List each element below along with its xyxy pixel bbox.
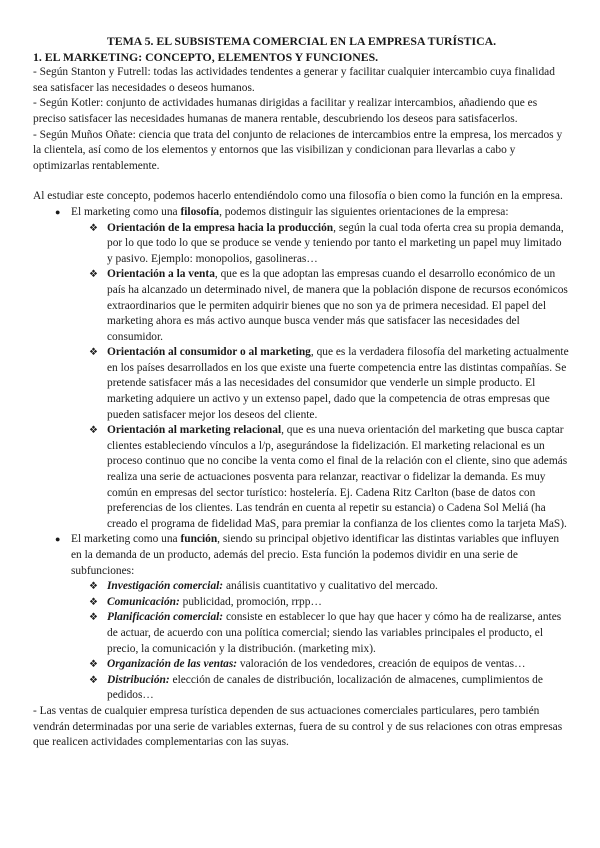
funcion-pre: El marketing como una — [71, 533, 181, 546]
list-item — [89, 345, 570, 423]
list-item-filosofia — [33, 205, 570, 532]
diamond-bullet-icon: ❖ — [89, 347, 98, 359]
item-heading: Comunicación: — [107, 595, 180, 608]
diamond-bullet-icon: ❖ — [89, 612, 98, 624]
diamond-bullet-icon: ❖ — [89, 222, 98, 234]
funcion-sublist — [71, 579, 570, 704]
bullet-dot-icon: ● — [55, 206, 61, 217]
intro-paragraph: Al estudiar este concepto, podemos hacerlo entendiéndolo como una filosofía o bien como la función en la empresa. — [33, 190, 563, 203]
section-heading: 1. EL MARKETING: CONCEPTO, ELEMENTOS Y FUNCIONES. — [33, 49, 379, 64]
bullet-dot-icon: ● — [55, 534, 61, 545]
item-heading: Distribución: — [107, 673, 170, 686]
item-heading: Orientación al marketing relacional — [107, 424, 282, 437]
list-item — [89, 267, 570, 345]
list-item — [89, 423, 570, 532]
item-heading: Investigación comercial: — [107, 580, 224, 593]
item-heading: Organización de las ventas: — [107, 658, 238, 671]
list-item — [89, 579, 570, 595]
funcion-bold: función — [180, 533, 218, 546]
item-text: publicidad, promoción, rrpp… — [179, 595, 322, 608]
definition-kotler: - Según Kotler: conjunto de actividades humanas dirigidas a facilitar y realizar intercambios, añadiendo que es preciso satisfacer las necesidades humanas de manera rentable, descubriendo los deseos para satisfacerlos. — [33, 97, 538, 125]
diamond-bullet-icon: ❖ — [89, 596, 98, 608]
diamond-bullet-icon: ❖ — [89, 674, 98, 686]
list-item — [89, 673, 570, 704]
item-text: valoración de los vendedores, creación de equipos de ventas… — [237, 658, 526, 671]
diamond-bullet-icon: ❖ — [89, 581, 98, 593]
list-item-funcion — [33, 532, 570, 704]
item-text: elección de canales de distribución, localización de almacenes, cumplimientos de pedidos… — [107, 673, 543, 702]
list-item — [89, 657, 570, 673]
item-heading: Orientación al consumidor o al marketing — [107, 346, 311, 359]
list-item — [89, 595, 570, 611]
diamond-bullet-icon: ❖ — [89, 659, 98, 671]
main-bullet-list — [33, 205, 570, 704]
filosofia-post: , podemos distinguir las siguientes orientaciones de la empresa: — [219, 205, 509, 218]
funcion-post: , siendo su principal objetivo identificar las distintas variables que influyen en la demanda de un producto, además del precio. Esta función la podemos dividir en una serie de subfunciones: — [71, 533, 560, 577]
filosofia-bold: filosofía — [180, 205, 220, 218]
item-text: consiste en establecer lo que hay que hacer y cómo ha de realizarse, antes de actuar, de acuerdo con una política comercial; siendo las variables principales el producto, el precio, la comunicación y la distribución. (marketing mix). — [107, 611, 562, 655]
item-heading: Orientación a la venta — [107, 268, 215, 281]
item-heading: Orientación de la empresa hacia la producción — [107, 221, 334, 234]
item-text: análisis cuantitativo y cualitativo del mercado. — [223, 580, 438, 593]
filosofia-sublist — [71, 221, 570, 533]
definition-munos: - Según Muños Oñate: ciencia que trata del conjunto de relaciones de intercambios entre la empresa, los mercados y la clientela, así como de los elementos y entornos que las visibilizan y condicionan para llevarlas a cabo y optimizarlas rentablemente. — [33, 128, 563, 172]
diamond-bullet-icon: ❖ — [89, 425, 98, 437]
document-title: TEMA 5. EL SUBSISTEMA COMERCIAL EN LA EMPRESA TURÍSTICA. — [106, 34, 497, 48]
list-item — [89, 221, 570, 268]
filosofia-pre: El marketing como una — [71, 205, 181, 218]
item-heading: Planificación comercial: — [107, 611, 224, 624]
diamond-bullet-icon: ❖ — [89, 269, 98, 281]
definition-stanton: - Según Stanton y Futrell: todas las actividades tendentes a generar y facilitar cualquier intercambio cuya finalidad sea satisfacer las necesidades o deseos humanos. — [33, 66, 555, 94]
item-text: , que es la que adoptan las empresas cuando el desarrollo económico de un país ha alcanzado un determinado nivel, de manera que la población dispone de recursos económicos extraordinarios que le permiten adquirir bienes que no son ya de primera necesidad. El papel del marketing ahora es más activo aunque busca vender más que satisfacer las necesidades del consumidor. — [107, 268, 568, 343]
closing-paragraph: - Las ventas de cualquier empresa turística dependen de sus actuaciones comerciales particulares, pero también vendrán determinadas por una serie de variables externas, fuera de su control y de sus relaciones con otras empresas que realicen actividades complementarias con las suyas. — [33, 704, 563, 749]
item-text: , que es una nueva orientación del marketing que busca captar clientes estableciendo vínculos a l/p, asegurándose la fidelización. El marketing relacional es un proceso continuo que no concibe la venta como el final de la relación con el cliente, sino que además realiza una serie de actuaciones posventa para relanzar, reactivar o fidelizar la demanda. Es muy común en empresas del sector turístico: hostelería. Ej. Cadena Ritz Carlton (base de datos con preferencias de los clientes. Las tendrán en cuenta al repetir su estancia) o Cadena Sol Meliá (ha creado el programa de fidelidad MaS, para premiar la confianza de los clientes como la tarjeta MaS). — [107, 424, 568, 530]
list-item — [89, 610, 570, 657]
item-text: , según la cual toda oferta crea su propia demanda, por lo que todo lo que se produce se vende y teniendo por tanto el marketing un papel muy limitado y pasivo. Ejemplo: monopolios, gasolineras… — [107, 221, 564, 265]
paragraph-gap — [33, 174, 570, 189]
item-text: , que es la verdadera filosofía del marketing actualmente en los países desarrollados en los que existe una fuerte competencia entre las distintas compañías. Se pretende satisfacer más a las necesidades del consumidor que venderle un simple producto. El marketing adquiere un activo y un extenso papel, dado que la competencia de otras empresas que pueden satisfacer mejor los deseos del cliente. — [107, 346, 569, 421]
